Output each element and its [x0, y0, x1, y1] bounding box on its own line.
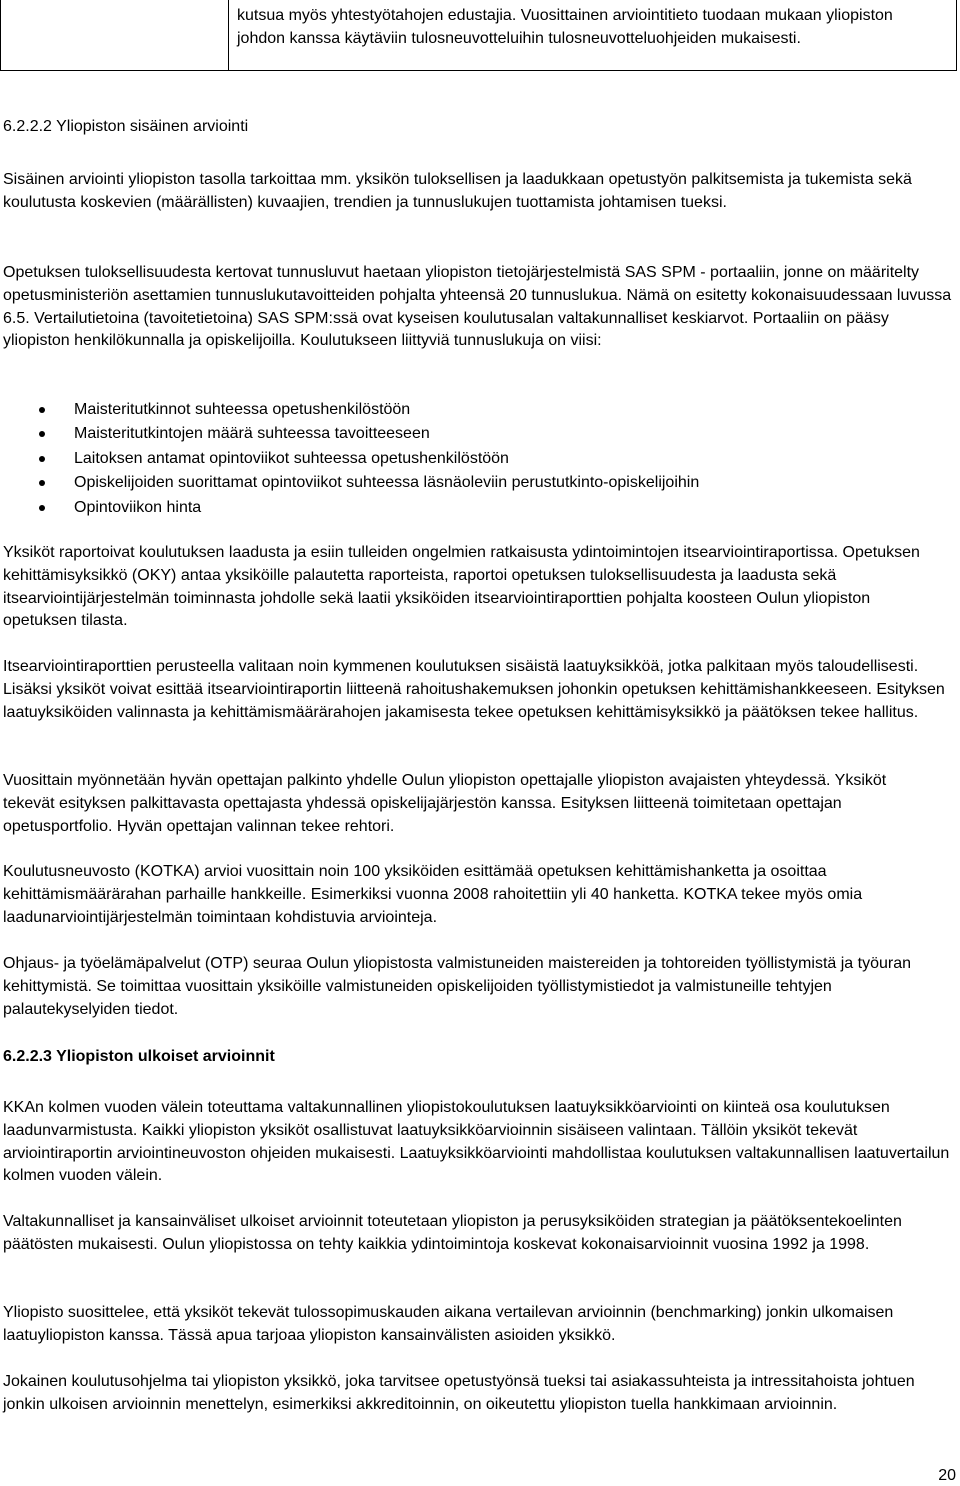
- paragraph: Koulutusneuvosto (KOTKA) arvioi vuosittain noin 100 yksiköiden esittämää opetuksen kehittämishanketta ja osoittaa kehittämismäärärahan parhaille hankkeille. Esimerkiksi vuonna 2008 rahoitettiin yli 40 hanketta. KOTKA tekee myös omia laadunarviointijärjestelmän toimintaan kohdistuvia arviointeja.: [3, 863, 863, 926]
- bullet-icon: [39, 407, 45, 413]
- list-item-text: Maisteritutkinnot suhteessa opetushenkilöstöön: [74, 401, 411, 418]
- bullet-icon: [39, 480, 45, 486]
- list-item: [0, 497, 955, 521]
- paragraph: Jokainen koulutusohjelma tai yliopiston yksikkö, joka tarvitsee opetustyönsä tueksi tai asiakassuhteista ja intressitahoista johtuen jonkin ulkoisen arvioinnin menettelyn, esimerkiksi akkreditoinnin, on oikeutettu yliopiston tuella hankkimaan arvioinnin.: [3, 1373, 915, 1413]
- bullet-list: [0, 399, 955, 521]
- paragraph: Vuosittain myönnetään hyvän opettajan palkinto yhdelle Oulun yliopiston opettajalle yliopiston avajaisten yhteydessä. Yksiköt tekevät esityksen palkittavasta opettajasta yhdessä opiskelijajärjestön kanssa. Esityksen liitteenä toimitetaan opettajan opetusportfolio. Hyvän opettajan valinnan tekee rehtori.: [3, 772, 887, 835]
- bullet-icon: [39, 505, 45, 511]
- page-number: 20: [938, 1467, 956, 1484]
- paragraph: Itsearviointiraporttien perusteella valitaan noin kymmenen koulutuksen sisäistä laatuyksikköä, jotka palkitaan myös taloudellisesti. Lisäksi yksiköt voivat esittää itsearviointiraportin liitteenä rahoitushakemuksen johonkin opetuksen kehittämishankkeeseen. Esityksen laatuyksiköiden valinnasta ja kehittämismäärärahojen jakamisesta tekee opetuksen kehittämisyksikkö ja päätöksen tekee hallitus.: [3, 658, 945, 721]
- paragraph: Sisäinen arviointi yliopiston tasolla tarkoittaa mm. yksikön tuloksellisen ja laadukkaan opetustyön palkitsemista ja tukemista sekä koulutusta koskevien (määrällisten) kuvaajien, trendien ja tunnuslukujen tuottamista johtamisen tueksi.: [3, 171, 912, 211]
- paragraph: Yliopisto suosittelee, että yksiköt tekevät tulossopimuskauden aikana vertailevan arvioinnin (benchmarking) jonkin ulkomaisen laatuyliopiston kanssa. Tässä apua tarjoaa yliopiston kansainvälisten asioiden yksikkö.: [3, 1304, 894, 1344]
- section-heading-6-2-2-3: 6.2.2.3 Yliopiston ulkoiset arvioinnit: [3, 1048, 275, 1065]
- bullet-icon: [39, 431, 45, 437]
- list-item-text: Laitoksen antamat opintoviikot suhteessa opetushenkilöstöön: [74, 449, 509, 467]
- list-item: [0, 448, 955, 472]
- list-item-text: Opintoviikon hinta: [74, 498, 202, 516]
- list-item-text: Opiskelijoiden suorittamat opintoviikot suhteessa läsnäoleviin perustutkinto-opiskelijoihin: [74, 474, 700, 492]
- paragraph: Yksiköt raportoivat koulutuksen laadusta ja esiin tulleiden ongelmien ratkaisusta ydintoimintojen itsearviointiraportissa. Opetuksen kehittämisyksikkö (OKY) antaa yksiköille palautetta raporteista, raportoi opetuksen tuloksellisuudesta ja laadusta sekä itsearviointijärjestelmän toiminnasta johdolle sekä laatii yksiköiden itsearviointiraporttien pohjalta koosteen Oulun yliopiston opetuksen tilasta.: [3, 544, 920, 630]
- list-item: [0, 472, 955, 496]
- paragraph: KKAn kolmen vuoden välein toteuttama valtakunnallinen yliopistokoulutuksen laatuyksikköarviointi on kiinteä osa koulutuksen laadunvarmistusta. Kaikki yliopiston yksiköt osallistuvat laatuyksikköarvioinnin sisäiseen valintaan. Tällöin yksiköt tekevät arviointiraportin arviointineuvoston ohjeiden mukaisesti. Laatuyksikköarviointi mahdollistaa koulutuksen valtakunnallisen laatuvertailun kolmen vuoden välein.: [3, 1099, 950, 1185]
- paragraph: Valtakunnalliset ja kansainväliset ulkoiset arvioinnit toteutetaan yliopiston ja perusyksiköiden strategian ja päätöksentekoelinten päätösten mukaisesti. Oulun yliopistossa on tehty kaikkia ydintoimintoja koskevat kokonaisarvioinnit vuosina 1992 ja 1998.: [3, 1213, 902, 1253]
- paragraph: Ohjaus- ja työelämäpalvelut (OTP) seuraa Oulun yliopistosta valmistuneiden maistereiden ja tohtoreiden työllistymistä ja työuran kehittymistä. Se toimittaa vuosittain yksiköille valmistuneiden opiskelijoiden työllistymistiedot ja valmistuneille tehtyjen palautekyselyiden tiedot.: [3, 955, 911, 1018]
- table-column-divider: [228, 0, 229, 70]
- bullet-icon: [39, 456, 45, 462]
- list-item: [0, 423, 955, 447]
- paragraph: Opetuksen tuloksellisuudesta kertovat tunnusluvut haetaan yliopiston tietojärjestelmistä SAS SPM - portaaliin, jonne on määritelty opetusministeriön asettamien tunnuslukutavoitteiden pohjalta yhteensä 20 tunnuslukua. Nämä on esitetty kokonaisuudessaan luvussa 6.5. Vertailutietoina (tavoitetietoina) SAS SPM:ssä ovat kyseisen koulutusalan valtakunnalliset keskiarvot. Portaaliin on pääsy yliopiston henkilökunnalla ja opiskelijoilla. Koulutukseen liittyviä tunnuslukuja on viisi:: [3, 264, 952, 350]
- table-cell-text: kutsua myös yhtestyötahojen edustajia. Vuosittainen arviointitieto tuodaan mukaan yliopiston johdon kanssa käytäviin tulosneuvotteluihin tulosneuvotteluohjeiden mukaisesti.: [237, 7, 893, 47]
- list-item-text: Maisteritutkintojen määrä suhteessa tavoitteeseen: [74, 425, 430, 443]
- list-item: [0, 399, 955, 423]
- continued-table: [0, 0, 957, 71]
- section-heading-6-2-2-2: 6.2.2.2 Yliopiston sisäinen arviointi: [3, 118, 249, 135]
